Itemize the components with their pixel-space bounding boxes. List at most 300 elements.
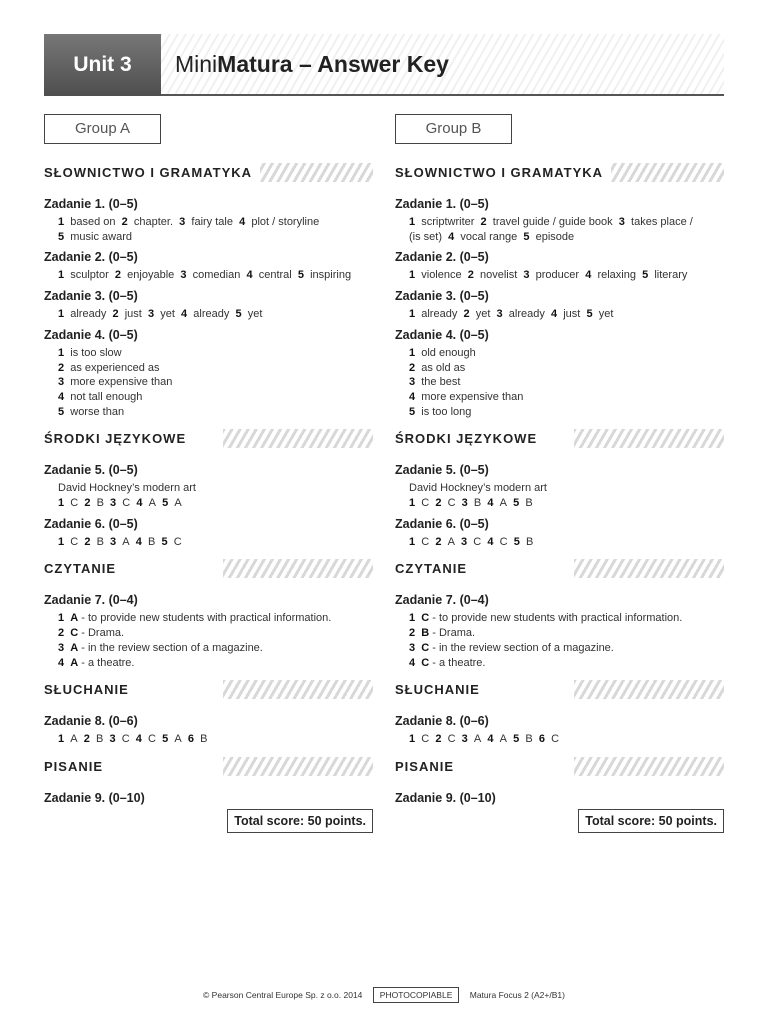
answer-number: 4 — [409, 390, 416, 403]
section-heading — [395, 755, 724, 779]
answer-text: B — [525, 497, 533, 510]
answer-number: 5 — [235, 308, 242, 321]
answer-number: 3 — [110, 497, 117, 510]
answer-line — [58, 481, 373, 496]
answer-number: 5 — [162, 733, 169, 746]
task-heading: Zadanie 2. (0–5) — [44, 250, 138, 265]
answer-number: 2 — [409, 361, 416, 374]
answer-number: 4 — [487, 733, 494, 746]
answer-number: 2 — [58, 627, 65, 640]
answer-number: 5 — [523, 230, 530, 243]
answer-number: 5 — [58, 230, 65, 243]
task — [395, 461, 724, 510]
book-title: Matura Focus 2 (A2+/B1) — [469, 990, 565, 1000]
answer-text: vocal range — [460, 230, 518, 243]
answer-number: 3 — [409, 376, 416, 389]
answer-text: A — [148, 497, 156, 510]
answer-line — [409, 535, 724, 550]
section-heading — [395, 678, 724, 702]
section-title: ŚRODKI JĘZYKOWE — [44, 427, 194, 451]
answer-number: 3 — [58, 641, 65, 654]
answer-number: 2 — [409, 627, 416, 640]
answer-number: 5 — [513, 733, 520, 746]
answer-line — [409, 390, 724, 405]
answer-number: 1 — [409, 346, 416, 359]
task — [44, 712, 373, 747]
answer-text: B — [96, 535, 104, 548]
task-heading: Zadanie 3. (0–5) — [395, 289, 489, 304]
answer-line — [409, 375, 724, 390]
title-bold: Matura – Answer Key — [217, 51, 449, 77]
answer-line — [58, 405, 373, 420]
answer-number: 4 — [136, 497, 143, 510]
answer-text: - to provide new students with practical information. — [81, 612, 332, 625]
answer-number: 3 — [461, 535, 468, 548]
section-stripes — [574, 757, 724, 776]
answer-text: - Drama. — [432, 627, 476, 640]
answer-line — [409, 346, 724, 361]
task-answers — [44, 611, 373, 670]
answer-text: A — [499, 497, 507, 510]
task-answers — [44, 268, 373, 283]
answer-number: 3 — [409, 641, 416, 654]
group-b-column — [395, 114, 724, 833]
answer-line — [409, 268, 724, 283]
answer-number: 3 — [523, 269, 530, 282]
section-heading — [44, 678, 373, 702]
answer-text: (is set) — [409, 230, 442, 243]
answer-line — [409, 405, 724, 420]
answer-number: 5 — [586, 308, 593, 321]
task-heading: Zadanie 5. (0–5) — [44, 463, 138, 478]
total-score: Total score: 50 points. — [227, 809, 373, 833]
answer-text: C — [551, 733, 560, 746]
answer-text: is too long — [421, 405, 472, 418]
task-answers — [395, 346, 724, 420]
group-label: Group B — [395, 114, 512, 144]
task — [395, 789, 724, 807]
answer-number: 3 — [179, 216, 186, 228]
answer-line — [58, 268, 373, 283]
answer-number: 5 — [162, 497, 169, 510]
answer-text: enjoyable — [127, 269, 175, 282]
answer-line — [409, 361, 724, 376]
answer-line — [58, 496, 373, 511]
answer-text: - a theatre. — [81, 656, 135, 669]
section-heading — [395, 161, 724, 185]
answer-text: yet — [475, 308, 491, 321]
answer-number: 3 — [58, 376, 65, 389]
answer-letter: C — [421, 612, 430, 625]
task-answers — [44, 535, 373, 550]
answer-line — [58, 626, 373, 641]
answer-line — [58, 390, 373, 405]
section-stripes — [574, 680, 724, 699]
section-title: SŁOWNICTWO I GRAMATYKA — [395, 161, 611, 185]
answer-number: 6 — [538, 733, 545, 746]
task-heading: Zadanie 4. (0–5) — [44, 327, 138, 342]
answer-line — [58, 732, 373, 747]
answer-line — [409, 307, 724, 322]
section-title: PISANIE — [44, 755, 111, 779]
answer-text: chapter. — [133, 216, 174, 228]
unit-label: Unit 3 — [44, 34, 161, 96]
answer-text: David Hockney’s modern art — [58, 482, 196, 495]
answer-number: 2 — [435, 497, 442, 510]
answer-line — [58, 361, 373, 376]
task — [395, 712, 724, 747]
title-light: Mini — [175, 51, 218, 77]
answer-text: yet — [247, 308, 263, 321]
answer-number: 2 — [435, 733, 442, 746]
answer-line — [409, 496, 724, 511]
answer-number: 3 — [618, 216, 625, 228]
answer-text: based on — [70, 216, 116, 228]
answer-text: B — [148, 535, 156, 548]
answer-text: C — [447, 497, 456, 510]
answer-number: 3 — [461, 733, 468, 746]
task-heading: Zadanie 7. (0–4) — [44, 593, 138, 608]
answer-number: 3 — [109, 733, 116, 746]
task — [395, 326, 724, 420]
answer-number: 4 — [487, 535, 494, 548]
answer-letter: C — [421, 641, 430, 654]
answer-text: C — [148, 733, 156, 746]
answer-number: 2 — [121, 216, 128, 228]
section-heading — [395, 427, 724, 451]
section-stripes — [574, 429, 724, 448]
task-answers — [395, 307, 724, 322]
answer-text: B — [200, 733, 208, 746]
answer-number: 4 — [135, 733, 142, 746]
group-label: Group A — [44, 114, 161, 144]
task-answers — [44, 307, 373, 322]
task — [44, 248, 373, 283]
answer-number: 3 — [496, 308, 503, 321]
task-heading: Zadanie 1. (0–5) — [395, 197, 489, 211]
answer-text: old enough — [421, 346, 476, 359]
answer-number: 2 — [84, 535, 91, 548]
answer-text: yet — [160, 308, 175, 321]
answer-line — [409, 656, 724, 671]
answer-number: 3 — [461, 497, 468, 510]
answer-number: 3 — [110, 535, 117, 548]
answer-number: 2 — [58, 361, 65, 374]
section-title: CZYTANIE — [395, 557, 475, 581]
group-a-column — [44, 114, 373, 833]
answer-number: 5 — [513, 497, 520, 510]
answer-number: 5 — [642, 269, 649, 282]
answer-text: C — [473, 535, 482, 548]
answer-number: 1 — [58, 308, 65, 321]
answer-line — [409, 732, 724, 747]
answer-text: the best — [421, 376, 461, 389]
answer-text: more expensive than — [70, 376, 173, 389]
answer-text: A — [174, 733, 182, 746]
task-answers — [44, 481, 373, 510]
answer-line — [58, 656, 373, 671]
answer-number: 2 — [84, 497, 91, 510]
answer-line — [58, 215, 373, 230]
answer-text: already — [508, 308, 545, 321]
section-title: CZYTANIE — [44, 557, 124, 581]
section-title: ŚRODKI JĘZYKOWE — [395, 427, 545, 451]
answer-line — [409, 230, 724, 245]
answer-line — [409, 611, 724, 626]
answer-text: novelist — [479, 269, 518, 282]
section-heading — [44, 427, 373, 451]
answer-line — [409, 626, 724, 641]
answer-number: 2 — [112, 308, 119, 321]
section-heading — [44, 161, 373, 185]
task — [44, 789, 373, 807]
task-heading: Zadanie 6. (0–5) — [395, 516, 489, 531]
answer-text: B — [473, 497, 482, 510]
task-answers — [44, 346, 373, 420]
answer-number: 3 — [180, 269, 187, 282]
task — [44, 591, 373, 670]
answer-text: episode — [535, 230, 575, 243]
task-heading: Zadanie 4. (0–5) — [395, 327, 489, 342]
section-title: PISANIE — [395, 755, 462, 779]
answer-number: 3 — [147, 308, 155, 321]
section-stripes — [223, 559, 373, 578]
answer-text: scriptwriter — [421, 216, 475, 228]
answer-text: already — [421, 308, 458, 321]
section-title: SŁOWNICTWO I GRAMATYKA — [44, 161, 260, 185]
answer-number: 4 — [246, 269, 253, 282]
answer-text: plot / storyline — [251, 216, 320, 228]
section-stripes — [574, 559, 724, 578]
answer-letter: B — [421, 627, 430, 640]
answer-text: B — [525, 733, 533, 746]
answer-letter: A — [70, 641, 79, 654]
answer-number: 4 — [58, 656, 65, 669]
answer-text: just — [563, 308, 581, 321]
answer-text: just — [124, 308, 142, 321]
answer-text: B — [96, 497, 104, 510]
task-answers — [395, 732, 724, 747]
total-score-row — [395, 809, 724, 833]
answer-text: A — [499, 733, 507, 746]
answer-line — [58, 535, 373, 550]
answer-number: 1 — [58, 733, 65, 746]
task-answers — [44, 215, 373, 244]
task-heading: Zadanie 5. (0–5) — [395, 463, 489, 478]
answer-line — [58, 611, 373, 626]
answer-text: more expensive than — [421, 390, 524, 403]
task-heading: Zadanie 9. (0–10) — [395, 790, 496, 805]
total-score-row — [44, 809, 373, 833]
task-answers — [395, 215, 724, 244]
answer-number: 4 — [181, 308, 188, 321]
task-heading: Zadanie 8. (0–6) — [44, 714, 138, 729]
answer-number: 1 — [409, 535, 416, 548]
answer-number: 1 — [409, 612, 416, 625]
answer-text: sculptor — [70, 269, 109, 282]
answer-number: 1 — [409, 733, 416, 746]
title-bar — [161, 34, 724, 96]
answer-text: - a theatre. — [432, 656, 486, 669]
answer-number: 1 — [58, 269, 65, 282]
answer-text: as old as — [421, 361, 466, 374]
answer-letter: C — [70, 627, 79, 640]
answer-number: 4 — [135, 535, 142, 548]
task-heading: Zadanie 9. (0–10) — [44, 790, 145, 805]
answer-text: C — [499, 535, 508, 548]
answer-number: 2 — [480, 216, 487, 228]
task — [395, 287, 724, 322]
answer-number: 1 — [409, 497, 416, 510]
answer-number: 4 — [58, 390, 65, 403]
answer-text: music award — [70, 230, 132, 243]
section-title: SŁUCHANIE — [395, 678, 488, 702]
answer-text: David Hockney’s modern art — [409, 482, 547, 495]
answer-text: C — [421, 535, 430, 548]
answer-text: takes place / — [631, 216, 693, 228]
answer-text: C — [121, 733, 130, 746]
section-heading — [44, 755, 373, 779]
task-heading: Zadanie 8. (0–6) — [395, 714, 489, 729]
answer-text: yet — [598, 308, 614, 321]
answer-line — [58, 375, 373, 390]
answer-text: not tall enough — [70, 390, 143, 403]
answer-letter: A — [70, 656, 79, 669]
answer-text: relaxing — [597, 269, 636, 282]
answer-number: 1 — [58, 535, 65, 548]
task — [44, 326, 373, 420]
section-heading — [44, 557, 373, 581]
answer-text: inspiring — [310, 269, 352, 282]
answer-number: 1 — [409, 269, 416, 282]
answer-text: is too slow — [70, 346, 122, 359]
answer-text: - in the review section of a magazine. — [432, 641, 614, 654]
answer-number: 2 — [463, 308, 470, 321]
answer-text: violence — [421, 269, 462, 282]
answer-line — [58, 230, 373, 245]
answer-text: travel guide / guide book — [492, 216, 613, 228]
answer-text: - to provide new students with practical information. — [432, 612, 683, 625]
answer-text: comedian — [192, 269, 241, 282]
answer-number: 1 — [409, 216, 416, 228]
task-heading: Zadanie 3. (0–5) — [44, 289, 138, 304]
answer-text: C — [173, 535, 182, 548]
answer-number: 4 — [550, 308, 558, 321]
answer-text: B — [525, 535, 534, 548]
section-stripes — [223, 757, 373, 776]
answer-number: 2 — [114, 269, 122, 282]
task-answers — [395, 268, 724, 283]
answer-text: A — [70, 733, 78, 746]
answer-text: C — [447, 733, 456, 746]
answer-text: C — [421, 733, 430, 746]
task-answers — [395, 611, 724, 670]
answer-number: 5 — [58, 405, 65, 418]
task — [395, 515, 724, 550]
answer-text: C — [70, 535, 79, 548]
answer-text: worse than — [70, 405, 125, 418]
answer-line — [409, 641, 724, 656]
answer-text: producer — [535, 269, 580, 282]
task-answers — [395, 481, 724, 510]
answer-line — [58, 346, 373, 361]
answer-number: 5 — [297, 269, 304, 282]
answer-number: 2 — [435, 535, 442, 548]
answer-text: A — [447, 535, 455, 548]
task — [44, 287, 373, 322]
answer-text: B — [95, 733, 104, 746]
answer-text: - in the review section of a magazine. — [81, 641, 263, 654]
task-heading: Zadanie 2. (0–5) — [395, 250, 489, 265]
task — [44, 515, 373, 550]
answer-number: 1 — [58, 346, 65, 359]
answer-number: 4 — [239, 216, 246, 228]
answer-number: 1 — [58, 497, 65, 510]
answer-number: 4 — [448, 230, 455, 243]
answer-number: 4 — [585, 269, 592, 282]
task — [395, 248, 724, 283]
page-header — [44, 34, 724, 96]
answer-number: 1 — [58, 216, 65, 228]
answer-number: 2 — [83, 733, 90, 746]
answer-letter: A — [70, 612, 79, 625]
copyright-text: © Pearson Central Europe Sp. z o.o. 2014 — [203, 990, 363, 1000]
task — [395, 195, 724, 244]
answer-number: 4 — [487, 497, 494, 510]
task — [44, 461, 373, 510]
answer-text: A — [174, 497, 182, 510]
answer-number: 5 — [161, 535, 168, 548]
answer-text: central — [258, 269, 292, 282]
answer-text: C — [421, 497, 430, 510]
answer-number: 1 — [58, 612, 65, 625]
task-heading: Zadanie 7. (0–4) — [395, 593, 489, 608]
task-answers — [44, 732, 373, 747]
task — [395, 591, 724, 670]
answer-line — [409, 215, 724, 230]
answer-number: 6 — [187, 733, 194, 746]
answer-text: already — [193, 308, 230, 321]
answer-number: 5 — [409, 405, 416, 418]
answer-text: literary — [654, 269, 688, 282]
task-answers — [395, 535, 724, 550]
task — [44, 195, 373, 244]
answer-line — [58, 641, 373, 656]
task-heading: Zadanie 6. (0–5) — [44, 516, 138, 531]
section-heading — [395, 557, 724, 581]
section-stripes — [223, 429, 373, 448]
page-title — [175, 51, 449, 78]
answer-letter: C — [421, 656, 430, 669]
answer-line — [409, 481, 724, 496]
page-footer — [0, 987, 768, 1003]
answer-line — [58, 307, 373, 322]
answer-text: fairy tale — [191, 216, 233, 228]
answer-text: C — [70, 497, 79, 510]
section-stripes — [223, 680, 373, 699]
answer-text: - Drama. — [81, 627, 125, 640]
answer-text: already — [70, 308, 107, 321]
answer-number: 4 — [409, 656, 416, 669]
total-score: Total score: 50 points. — [578, 809, 724, 833]
answer-number: 2 — [467, 269, 474, 282]
section-title: SŁUCHANIE — [44, 678, 137, 702]
answer-text: A — [473, 733, 482, 746]
answer-text: A — [122, 535, 130, 548]
answer-number: 5 — [513, 535, 520, 548]
photocopiable-badge: PHOTOCOPIABLE — [373, 987, 460, 1003]
answer-text: C — [122, 497, 131, 510]
